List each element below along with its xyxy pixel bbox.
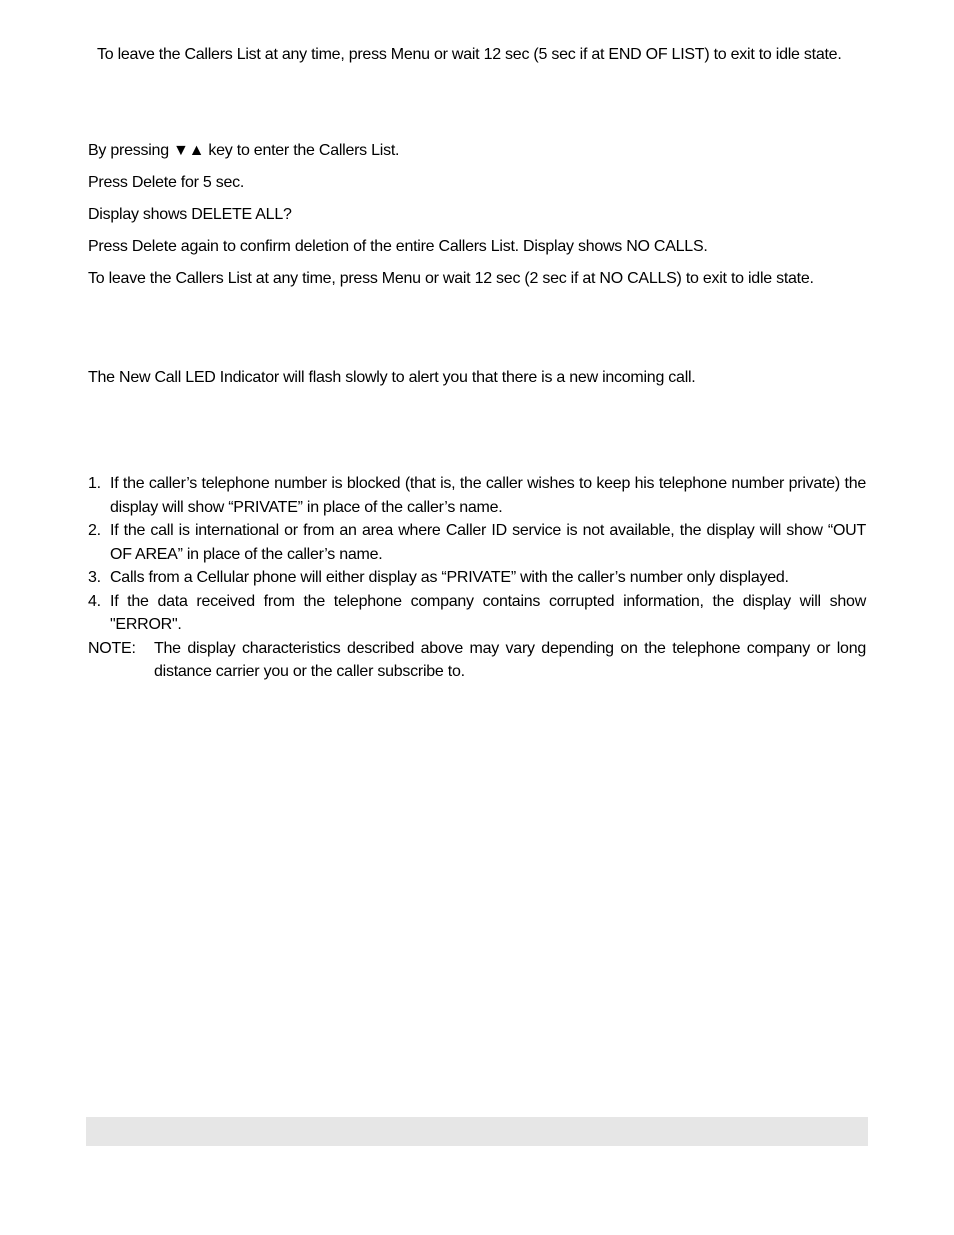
display-delete-all-text: Display shows DELETE ALL? — [88, 206, 292, 223]
new-call-led-text: The New Call LED Indicator will flash slowly to alert you that there is a new incoming call. — [88, 369, 696, 386]
list-item-number: 2. — [88, 522, 101, 539]
list-item-number: 3. — [88, 569, 101, 586]
list-item — [88, 590, 866, 637]
note-text: The display characteristics described above may vary depending on the telephone company or long distance carrier you or the caller subscribe to. — [154, 639, 866, 680]
list-item — [88, 472, 866, 519]
enter-callers-list-text: By pressing ▼▲ key to enter the Callers List. — [88, 142, 400, 159]
note-label: NOTE: — [88, 639, 136, 657]
list-item — [88, 519, 866, 566]
note — [88, 637, 866, 684]
footer-bar — [86, 1117, 868, 1146]
list-item-text: If the caller’s telephone number is blocked (that is, the caller wishes to keep his telephone number private) the display will show “PRIVATE” in place of the caller’s name. — [110, 475, 866, 516]
display-notes-list — [88, 472, 866, 684]
press-delete-text: Press Delete for 5 sec. — [88, 174, 245, 191]
leave-callers-list-no-calls-text: To leave the Callers List at any time, press Menu or wait 12 sec (2 sec if at NO CALLS) to exit to idle state. — [88, 270, 814, 287]
list-item-number: 1. — [88, 475, 101, 492]
confirm-deletion-text: Press Delete again to confirm deletion of the entire Callers List. Display shows NO CALLS. — [88, 238, 708, 255]
list-item-text: If the call is international or from an area where Caller ID service is not available, the display will show “OUT OF AREA” in place of the caller’s name. — [110, 522, 866, 563]
list-item — [88, 566, 866, 590]
leave-callers-list-end-of-list-text: To leave the Callers List at any time, press Menu or wait 12 sec (5 sec if at END OF LIST) to exit to idle state. — [97, 46, 842, 63]
list-item-text: Calls from a Cellular phone will either display as “PRIVATE” with the caller’s number only displayed. — [110, 569, 789, 586]
list-item-number: 4. — [88, 592, 101, 610]
list-item-text: If the data received from the telephone company contains corrupted information, the display will show "ERROR". — [110, 592, 866, 633]
